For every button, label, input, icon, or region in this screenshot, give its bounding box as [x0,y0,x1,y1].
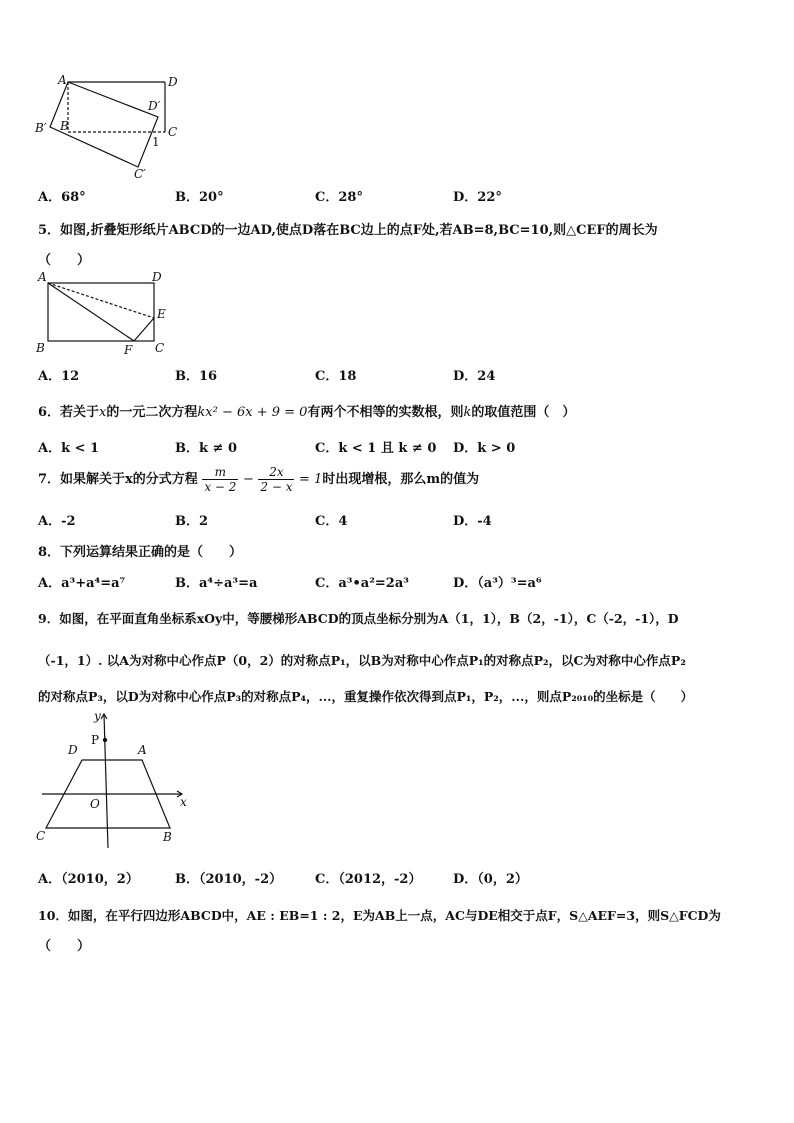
q4-label-d: D [168,75,178,89]
q4-label-a: A [58,73,67,87]
q9-label-c: C [36,829,46,843]
q4-option-d[interactable]: D．22° [453,190,502,205]
q6-var-k: k [463,405,472,420]
q5-figure [34,268,174,358]
q9-label-y: y [94,709,101,723]
q5-option-a[interactable]: A．12 [38,369,80,384]
q9-option-d[interactable]: D．（0，2） [453,872,528,887]
q10-paren: （ ） [38,939,91,954]
q6-var-x: x [99,405,107,420]
q9-option-b[interactable]: B．（2010，-2） [175,872,283,887]
q7-fraction-2 [258,465,294,494]
q4-label-b: B [60,119,69,133]
q4-label-c: C [168,125,178,139]
q9-label-d: D [68,743,78,757]
q4-label-bprime: B′ [35,121,47,135]
q6-stem-mid2: 有两个不相等的实数根，则 [307,405,464,420]
q5-option-d[interactable]: D．24 [453,369,496,384]
q7-frac1-num: m [202,465,238,480]
q7-option-d[interactable]: D．-4 [453,514,492,529]
q7-stem-prefix: 7．如果解关于x的分式方程 [38,472,198,487]
q7-frac1-den: x − 2 [204,480,237,494]
q5-label-d: D [152,270,162,284]
q9-figure [32,708,192,853]
q7-fraction-1 [202,465,238,494]
q5-label-a: A [38,270,47,284]
q7-option-a[interactable]: A．-2 [38,514,76,529]
q8-option-c[interactable]: C．a³•a²=2a³ [315,576,409,591]
q9-option-a[interactable]: A．（2010，2） [38,872,139,887]
q4-label-one: 1 [152,135,160,149]
q9-option-c[interactable]: C．（2012，-2） [315,872,422,887]
q9-line-3: 的对称点P₃，以D为对称中心作点P₃的对称点P₄，...，重复操作依次得到点P₁，P₂，...，则点P₂₀₁₀的坐标是（ ） [38,689,694,704]
q5-paren: （ ） [38,253,91,268]
q7-option-b[interactable]: B．2 [175,514,209,529]
q9-label-p: P [91,733,100,747]
q5-label-e: E [157,307,166,321]
q4-figure [30,72,190,182]
q9-label-o: O [90,797,100,811]
q6-option-b[interactable]: B．k ≠ 0 [175,441,237,456]
q5-label-f: F [124,343,133,357]
q6-option-d[interactable]: D．k > 0 [453,441,516,456]
q4-option-a[interactable]: A．68° [38,190,86,205]
q4-option-c[interactable]: C．28° [315,190,363,205]
q6-option-c[interactable]: C．k < 1 且 k ≠ 0 [315,441,437,456]
q4-label-cprime: C′ [134,167,146,181]
q5-label-c: C [155,341,165,355]
q9-label-b: B [163,830,172,844]
q4-option-b[interactable]: B．20° [175,190,224,205]
q9-line-1: 9．如图，在平面直角坐标系xOy中，等腰梯形ABCD的顶点坐标分别为A（1，1），B（2，-1），C（-2，-1），D [38,611,679,626]
q8-option-b[interactable]: B．a⁴÷a³=a [175,576,258,591]
q7-option-c[interactable]: C．4 [315,514,348,529]
q5-option-c[interactable]: C．18 [315,369,357,384]
q9-line-2: （-1，1）. 以A为对称中心作点P（0，2）的对称点P₁，以B为对称中心作点P₁的对称点P₂，以C为对称中心作点P₂ [38,653,686,668]
q8-option-d[interactable]: D．（a³）³=a⁶ [453,576,542,591]
q7-stem [38,463,479,497]
q7-stem-suffix: 时出现增根，那么m的值为 [322,472,480,487]
q6-stem-suffix: 的取值范围（ ） [471,405,576,420]
q5-label-b: B [36,341,45,355]
q6-stem-mid: 的一元二次方程 [106,405,198,420]
q6-option-a[interactable]: A．k < 1 [38,441,100,456]
q8-option-a[interactable]: A．a³+a⁴=a⁷ [38,576,126,591]
q7-minus: − [242,472,254,487]
q7-frac2-num: 2x [258,465,294,480]
q8-stem: 8．下列运算结果正确的是（ ） [38,545,243,560]
q9-label-x: x [180,795,187,809]
q6-stem-prefix: 6．若关于 [38,405,100,420]
q7-equals-one: = 1 [299,472,323,487]
q5-option-b[interactable]: B．16 [175,369,218,384]
q10-line-1: 10．如图，在平行四边形ABCD中，AE : EB=1 : 2，E为AB上一点，AC与DE相交于点F，S△AEF=3，则S△FCD为 [38,908,721,923]
q4-label-dprime: D′ [148,99,161,113]
q6-equation: kx² − 6x + 9 = 0 [197,405,308,420]
q6-stem [38,401,575,420]
q9-label-a: A [138,743,147,757]
q7-frac2-den: 2 − x [260,480,293,494]
q5-stem: 5．如图,折叠矩形纸片ABCD的一边AD,使点D落在BC边上的点F处,若AB=8,BC=10,则△CEF的周长为 [38,223,658,238]
